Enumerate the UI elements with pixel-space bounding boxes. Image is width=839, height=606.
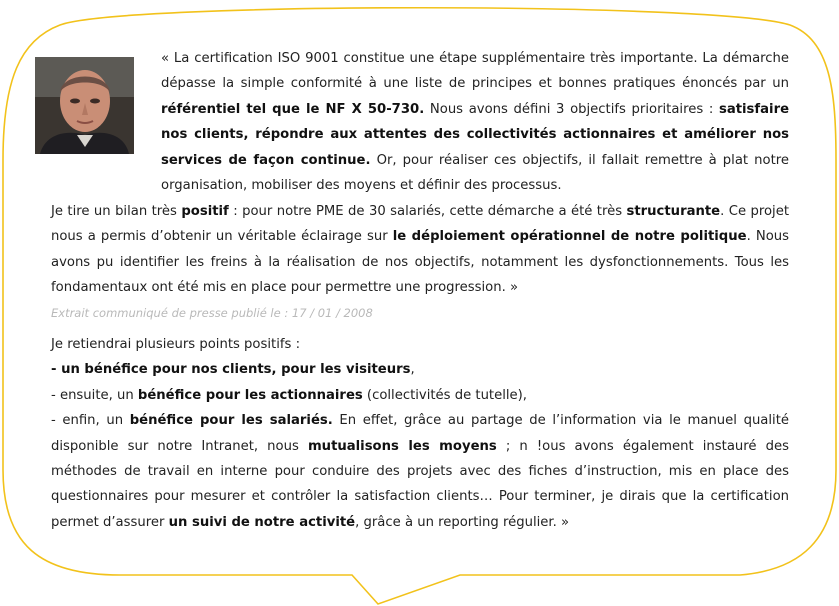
bilan-text-2: : pour notre PME de 30 salariés, cette démarche a été très	[228, 204, 627, 219]
bilan-text-1: Je tire un bilan très	[51, 204, 182, 219]
quote-text-3: Or, pour réaliser ces objectifs, il fallait remettre à plat notre organisation, mobiliser des moyens et définir des processus.	[161, 152, 789, 194]
list-item-actionnaires-bold: bénéfice pour les actionnaires	[137, 387, 363, 403]
bilan-bold-deploiement: le déploiement opérationnel de notre politique	[392, 229, 747, 245]
bilan-bold-structurante: structurante	[626, 204, 721, 219]
list-item-actionnaires-text-2: (collectivités de tutelle),	[362, 387, 527, 403]
portrait-photo	[35, 57, 134, 154]
bilan-text-4: . Nous avons pu identifier les freins à la réalisation de nos objectifs, notamment les dysfonctionnements. Tous les fondamentaux ont été mis en place pour permettre une progression. »	[51, 229, 790, 296]
press-source-caption: Extrait communiqué de presse publié le : 17 / 01 / 2008	[51, 306, 373, 320]
quote-bold-objectifs: satisfaire nos clients, répondre aux attentes des collectivités actionnaires et améliorer nos services de façon continue.	[161, 101, 790, 168]
list-item-clients-end: ,	[410, 362, 415, 378]
list-item-salaries-bold-2: mutualisons les moyens	[307, 438, 497, 454]
list-item-clients-bold: - un bénéfice pour nos clients, pour les visiteurs	[51, 362, 411, 378]
list-item-salaries-text-3: ; n !ous avons également instauré des méthodes de travail en interne pour conduire des projets avec des fiches d’instruction, mis en place des questionnaires pour mesurer et contrôler la satisfaction clients… Pour terminer, je dirais que la certification permet d’assurer	[51, 438, 789, 530]
quote-text-2: Nous avons défini 3 objectifs prioritaires :	[424, 101, 719, 117]
list-item-clients	[51, 357, 789, 382]
list-item-actionnaires	[51, 383, 789, 408]
points-positifs-list	[51, 332, 789, 535]
list-item-salaries-bold-3: un suivi de notre activité	[168, 514, 356, 530]
list-item-salaries-text-4: , grâce à un reporting régulier. »	[355, 514, 570, 530]
list-item-salaries	[51, 408, 789, 535]
quote-paragraph	[161, 46, 789, 198]
list-item-salaries-text-1: - enfin, un	[51, 413, 130, 429]
list-intro: Je retiendrai plusieurs points positifs :	[51, 337, 301, 352]
bilan-text-3: . Ce projet nous a permis d’obtenir un véritable éclairage sur	[51, 204, 790, 245]
list-item-actionnaires-text-1: - ensuite, un	[51, 387, 138, 403]
bilan-paragraph	[51, 199, 789, 301]
quote-bold-referentiel: référentiel tel que le NF X 50-730.	[161, 101, 425, 117]
list-item-salaries-bold-1: bénéfice pour les salariés.	[129, 413, 333, 429]
bilan-bold-positif: positif	[181, 204, 229, 219]
quote-text-1: « La certification ISO 9001 constitue une étape supplémentaire très importante. La démarche dépasse la simple conformité à une liste de principes et bonnes pratiques énoncés par un	[161, 51, 789, 92]
list-item-salaries-text-2: En effet, grâce au partage de l’information via le manuel qualité disponible sur notre Intranet, nous	[51, 413, 789, 454]
